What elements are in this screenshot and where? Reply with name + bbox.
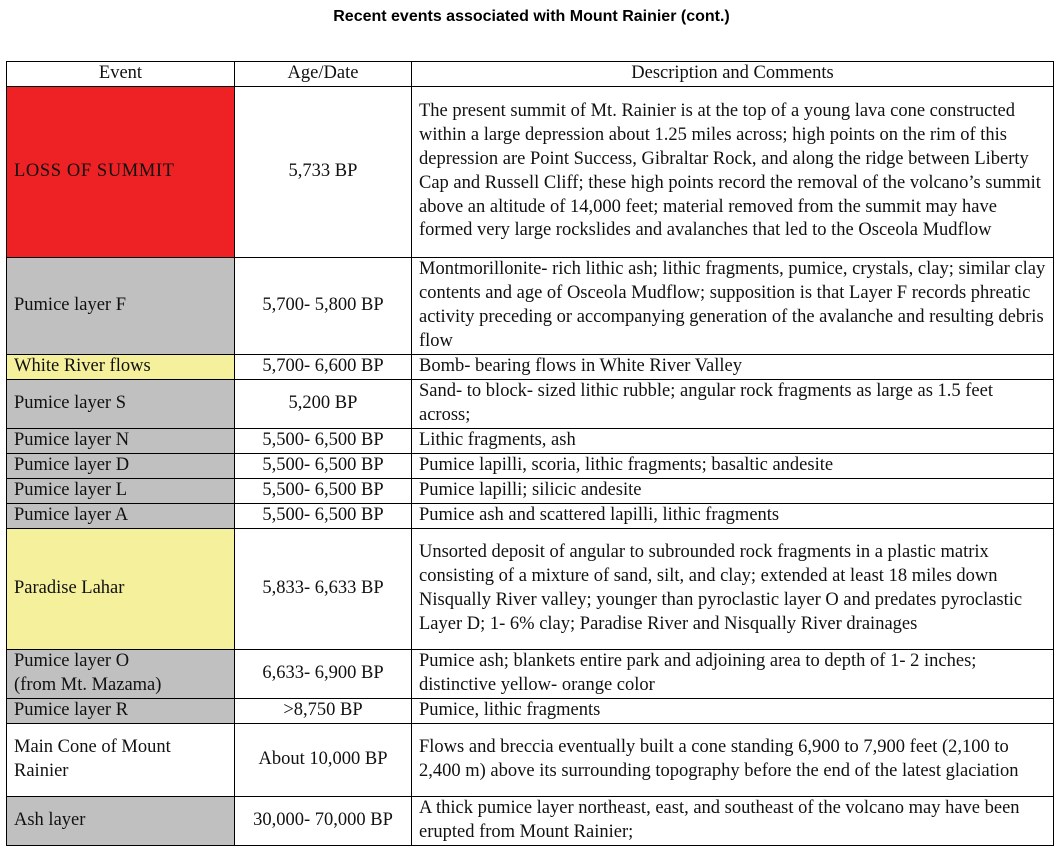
age-cell: 5,500- 6,500 BP [235, 453, 412, 478]
table-row [7, 257, 1054, 354]
age-cell: 5,700- 5,800 BP [235, 257, 412, 354]
description-cell: Pumice ash; blankets entire park and adjoining area to depth of 1- 2 inches; distinctive yellow- orange color [412, 649, 1054, 698]
page-title: Recent events associated with Mount Rainier (cont.) [333, 8, 730, 25]
age-cell: 30,000- 70,000 BP [235, 796, 412, 845]
description-cell: Bomb- bearing flows in White River Valley [412, 354, 1054, 379]
age-cell: >8,750 BP [235, 698, 412, 723]
table-row [7, 478, 1054, 503]
event-cell: Paradise Lahar [7, 528, 235, 649]
event-cell: Pumice layer F [7, 257, 235, 354]
events-table [6, 61, 1054, 846]
age-cell: About 10,000 BP [235, 723, 412, 796]
age-cell: 5,700- 6,600 BP [235, 354, 412, 379]
event-cell: Pumice layer N [7, 428, 235, 453]
table-row [7, 379, 1054, 428]
description-cell: Montmorillonite- rich lithic ash; lithic fragments, pumice, crystals, clay; similar clay contents and age of Osceola Mudflow; supposition is that Layer F records phreatic activity preceding or accompanying generation of the avalanche and resulting debris flow [412, 257, 1054, 354]
age-cell: 5,733 BP [235, 86, 412, 257]
age-cell: 6,633- 6,900 BP [235, 649, 412, 698]
table-row [7, 723, 1054, 796]
description-cell: Pumice, lithic fragments [412, 698, 1054, 723]
event-cell: LOSS OF SUMMIT [7, 86, 235, 257]
description-cell: Unsorted deposit of angular to subrounded rock fragments in a plastic matrix consisting of a mixture of sand, silt, and clay; extended at least 18 miles down Nisqually River valley; younger than pyroclastic layer O and predates pyroclastic Layer D; 1- 6% clay; Paradise River and Nisqually River drainages [412, 528, 1054, 649]
age-cell: 5,500- 6,500 BP [235, 503, 412, 528]
event-name: Pumice layer O [14, 651, 130, 671]
event-cell: Pumice layer R [7, 698, 235, 723]
table-row [7, 503, 1054, 528]
event-cell [7, 649, 235, 698]
event-cell: Pumice layer D [7, 453, 235, 478]
description-cell: Flows and breccia eventually built a cone standing 6,900 to 7,900 feet (2,100 to 2,400 m) above its surrounding topography before the end of the latest glaciation [412, 723, 1054, 796]
age-cell: 5,500- 6,500 BP [235, 478, 412, 503]
description-cell: Sand- to block- sized lithic rubble; angular rock fragments as large as 1.5 feet across; [412, 379, 1054, 428]
description-cell: Lithic fragments, ash [412, 428, 1054, 453]
column-header-age: Age/Date [235, 62, 412, 87]
event-cell: Pumice layer A [7, 503, 235, 528]
age-cell: 5,200 BP [235, 379, 412, 428]
description-cell: Pumice lapilli, scoria, lithic fragments; basaltic andesite [412, 453, 1054, 478]
table-row [7, 428, 1054, 453]
event-cell: Ash layer [7, 796, 235, 845]
description-cell: The present summit of Mt. Rainier is at the top of a young lava cone constructed within a large depression about 1.25 miles across; high points on the rim of this depression are Point Success, Gibraltar Rock, and along the ridge between Liberty Cap and Russell Cliff; these high points record the removal of the volcano’s summit above an altitude of 14,000 feet; material removed from the summit may have formed very large rockslides and avalanches that led to the Osceola Mudflow [412, 86, 1054, 257]
table-row [7, 528, 1054, 649]
event-cell: Pumice layer S [7, 379, 235, 428]
column-header-event: Event [7, 62, 235, 87]
table-header-row [7, 62, 1054, 87]
table-row [7, 86, 1054, 257]
column-header-description: Description and Comments [412, 62, 1054, 87]
table-row [7, 698, 1054, 723]
age-cell: 5,833- 6,633 BP [235, 528, 412, 649]
description-cell: Pumice ash and scattered lapilli, lithic fragments [412, 503, 1054, 528]
table-row [7, 649, 1054, 698]
table-row [7, 354, 1054, 379]
event-name-note: (from Mt. Mazama) [14, 674, 162, 695]
age-cell: 5,500- 6,500 BP [235, 428, 412, 453]
table-row [7, 453, 1054, 478]
event-cell: White River flows [7, 354, 235, 379]
description-cell: A thick pumice layer northeast, east, and southeast of the volcano may have been erupted from Mount Rainier; [412, 796, 1054, 845]
event-cell: Pumice layer L [7, 478, 235, 503]
event-cell: Main Cone of Mount Rainier [7, 723, 235, 796]
description-cell: Pumice lapilli; silicic andesite [412, 478, 1054, 503]
table-row [7, 796, 1054, 845]
